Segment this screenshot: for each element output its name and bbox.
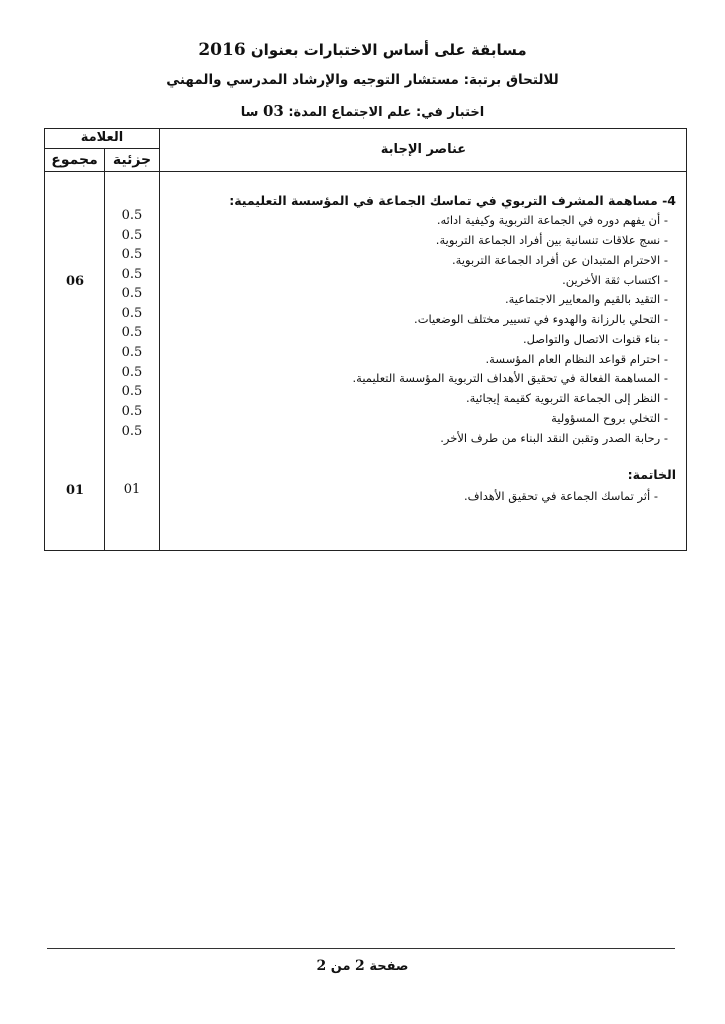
list-item: - النظر إلى الجماعة التربوية كقيمة إيجائية. <box>465 391 668 405</box>
page-label: صفحة <box>364 959 409 974</box>
partial-score: 0.5 <box>121 325 143 340</box>
footer-divider <box>47 948 675 949</box>
conclusion-item: - أثر تماسك الجماعة في تحقيق الأهداف. <box>463 489 658 503</box>
list-item: - التخلي بروح المسؤولية <box>551 411 668 425</box>
page-number <box>0 958 725 974</box>
list-item: - اكتساب ثقة الأخرين. <box>562 273 668 287</box>
partial-score: 0.5 <box>121 404 143 419</box>
exam-rank: للالتحاق برتبة: مستشار التوجيه والإرشاد المدرسي والمهني <box>166 72 559 88</box>
conclusion-total: 01 <box>65 483 85 498</box>
partial-score: 0.5 <box>121 424 143 439</box>
list-item: - الاحترام المتبدان عن أفراد الجماعة التربوية. <box>452 253 668 267</box>
exam-title <box>40 40 685 60</box>
partial-header: جزئية <box>112 152 152 168</box>
mark-header: العلامة <box>80 130 124 145</box>
partial-score: 0.5 <box>121 208 143 223</box>
conclusion-title: الخاتمة: <box>627 467 676 482</box>
conclusion-partial: 01 <box>123 482 141 497</box>
partial-score: 0.5 <box>121 267 143 282</box>
partial-score: 0.5 <box>121 306 143 321</box>
list-item: - المساهمة الفعالة في تحقيق الأهداف التربوية المؤسسة التعليمية. <box>352 371 668 385</box>
list-item: - بناء قنوات الاتصال والتواصل. <box>522 332 668 346</box>
exam-subject <box>40 102 685 120</box>
title-text: مسابقة على أساس الاختبارات بعنوان <box>245 41 527 59</box>
page-of-label: من <box>326 959 356 974</box>
duration-unit: سا <box>240 105 263 120</box>
list-item: - أن يفهم دوره في الجماعة التربوية وكيفية ادائه. <box>436 213 668 227</box>
section-4-title: 4- مساهمة المشرف التربوي في تماسك الجماعة في المؤسسة التعليمية: <box>229 193 676 208</box>
list-item: - نسج علاقات تنسانية بين أفراد الجماعة التربوية. <box>435 233 668 247</box>
answer-table <box>44 128 687 551</box>
current-page: 2 <box>355 958 365 974</box>
partial-score: 0.5 <box>121 345 143 360</box>
partial-score: 0.5 <box>121 286 143 301</box>
header-row-divider <box>45 171 686 172</box>
exam-duration: 03 <box>262 102 284 120</box>
mark-header-divider <box>45 148 159 149</box>
partial-score: 0.5 <box>121 384 143 399</box>
list-item: - التقيد بالقيم والمعايير الاجتماعية. <box>504 292 668 306</box>
partial-score: 0.5 <box>121 247 143 262</box>
column-divider <box>159 129 160 550</box>
partial-score: 0.5 <box>121 228 143 243</box>
partial-score: 0.5 <box>121 365 143 380</box>
subject-text: اختبار في: علم الاجتماع المدة: <box>283 105 485 120</box>
list-item: - رحابة الصدر وتقبن النقد البناء من طرف الأخر. <box>440 431 668 445</box>
list-item: - احترام قواعد النظام العام المؤسسة. <box>485 352 668 366</box>
section-4-total: 06 <box>65 274 85 289</box>
total-pages: 2 <box>316 958 327 974</box>
exam-year: 2016 <box>198 40 246 60</box>
answer-header: عناصر الإجابة <box>380 142 467 157</box>
list-item: - التحلي بالرزانة والهدوء في تسيير مختلف الوضعيات. <box>414 312 668 326</box>
total-header: مجموع <box>51 152 98 168</box>
